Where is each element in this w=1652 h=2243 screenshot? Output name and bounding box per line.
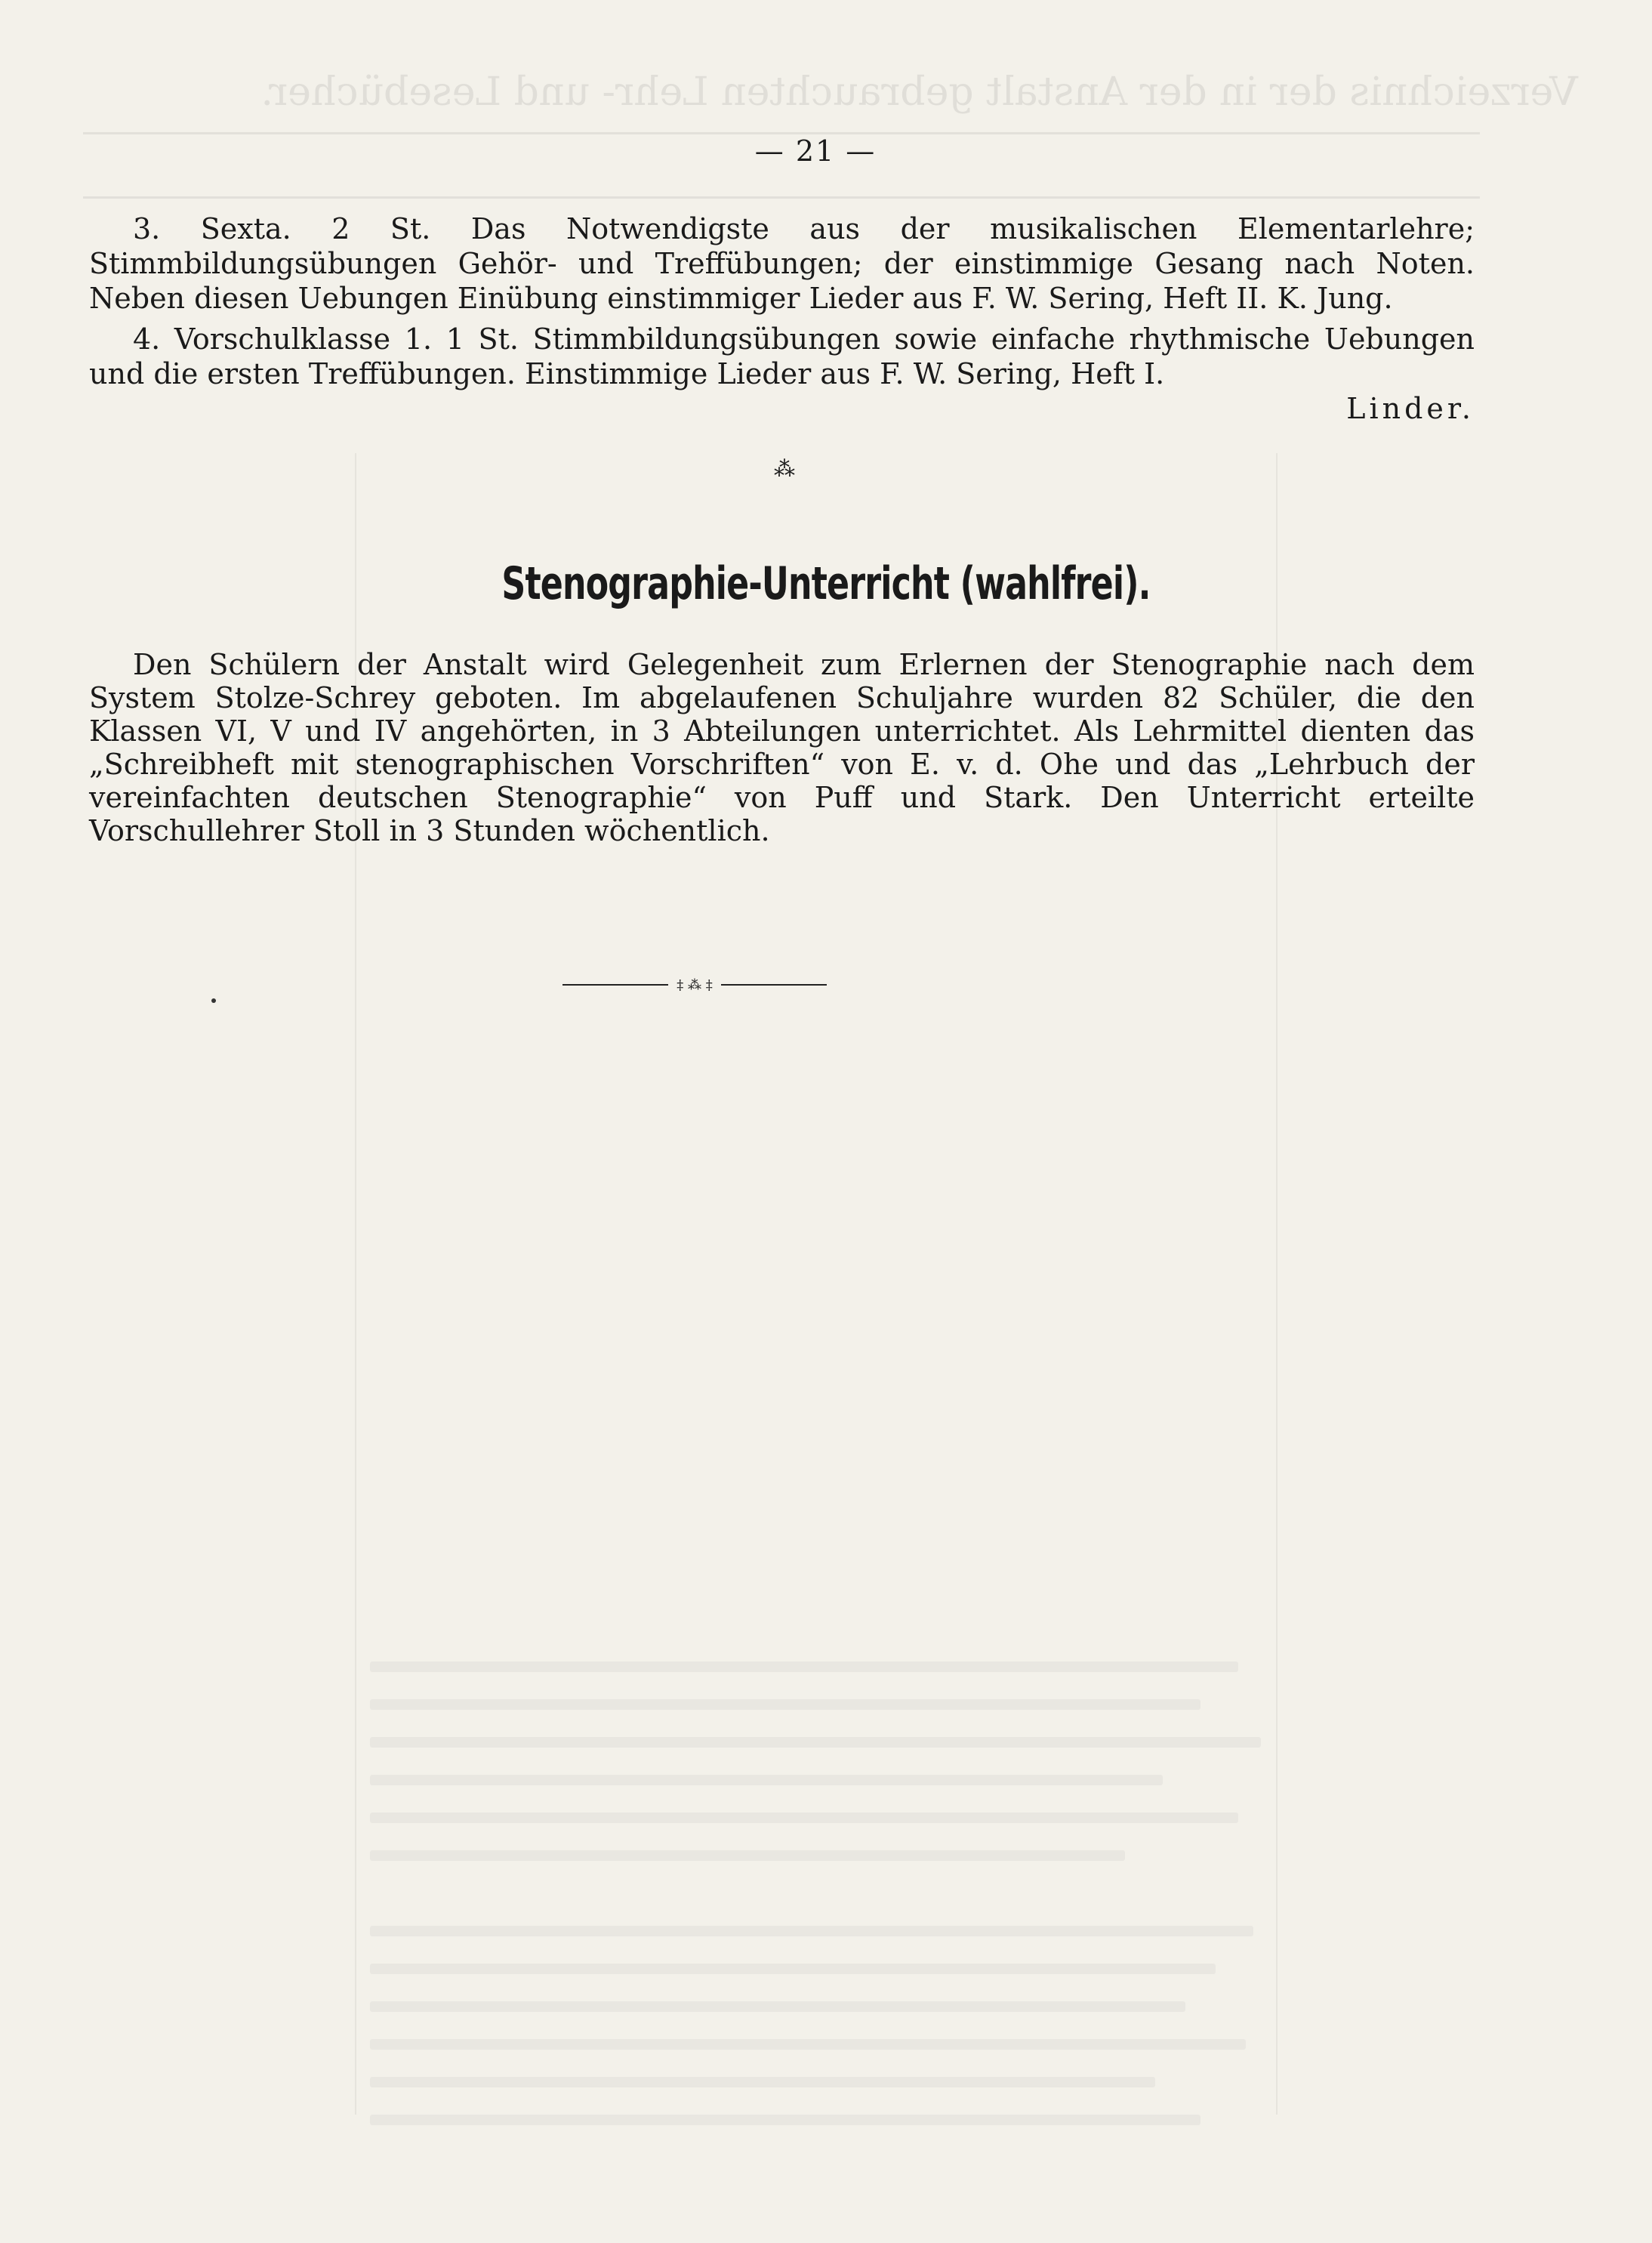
paragraph-sexta [89,211,1475,316]
bleed-line [370,2039,1246,2050]
bleed-line [370,1964,1216,1974]
paragraph-vorschulklasse [89,322,1475,391]
stray-mark [211,998,216,1003]
bleed-line [370,1699,1200,1710]
bleed-line [370,1926,1253,1936]
bleed-line [370,1661,1238,1672]
section-body [89,648,1475,847]
bleed-rule [83,196,1480,199]
section-body-text: Den Schülern der Anstalt wird Gelegenheit zum Erlernen der Stenographie nach dem System Stolze-Schrey geboten. Im abgelaufenen Schuljahre wurden 82 Schüler, die den Klassen VI, V und IV angehörten, in 3 Abteilungen unterrichtet. Als Lehrmittel dienten das „Schreibheft mit stenographischen Vorschriften“ von E. v. d. Ohe und das „Lehrbuch der vereinfachten deutschen Stenographie“ von Puff und Stark. Den Unterricht erteilte Vorschullehrer Stoll in 3 Stunden wöchentlich. [89,648,1475,847]
paragraph-vorschulklasse-text: 4. Vorschulklasse 1. 1 St. Stimmbildungsübungen sowie einfache rhythmische Uebungen und die ersten Treffübungen. Einstimmige Lieder aus F. W. Sering, Heft I. [89,322,1475,390]
bleed-line [370,1775,1163,1785]
bleed-line [370,2115,1200,2125]
signature: Linder. [1346,392,1475,425]
section-heading: Stenographie-Unterricht (wahlfrei). [501,557,1151,610]
ornament-bottom: ‡ ⁂ ‡ [677,977,713,992]
bleed-line [370,1813,1238,1823]
bleed-through-title: Verzeichnis der in der Anstalt gebrauchten Lehr- und Lesebücher. [260,69,1578,115]
ornament-divider [562,977,827,992]
bleed-line [370,2077,1155,2087]
bleed-line [370,2001,1185,2012]
bleed-line [370,1850,1125,1861]
ornament-top: ⁂ [774,456,795,481]
page-number: — 21 — [754,134,877,168]
paragraph-sexta-text: 3. Sexta. 2 St. Das Notwendigste aus der musikalischen Elementarlehre; Stimmbildungsübungen Gehör- und Treffübungen; der einstimmige Gesang nach Noten. Neben diesen Uebungen Einübung einstimmiger Lieder aus F. W. Sering, Heft II. K. Jung. [89,212,1475,315]
bleed-line [370,1737,1261,1748]
